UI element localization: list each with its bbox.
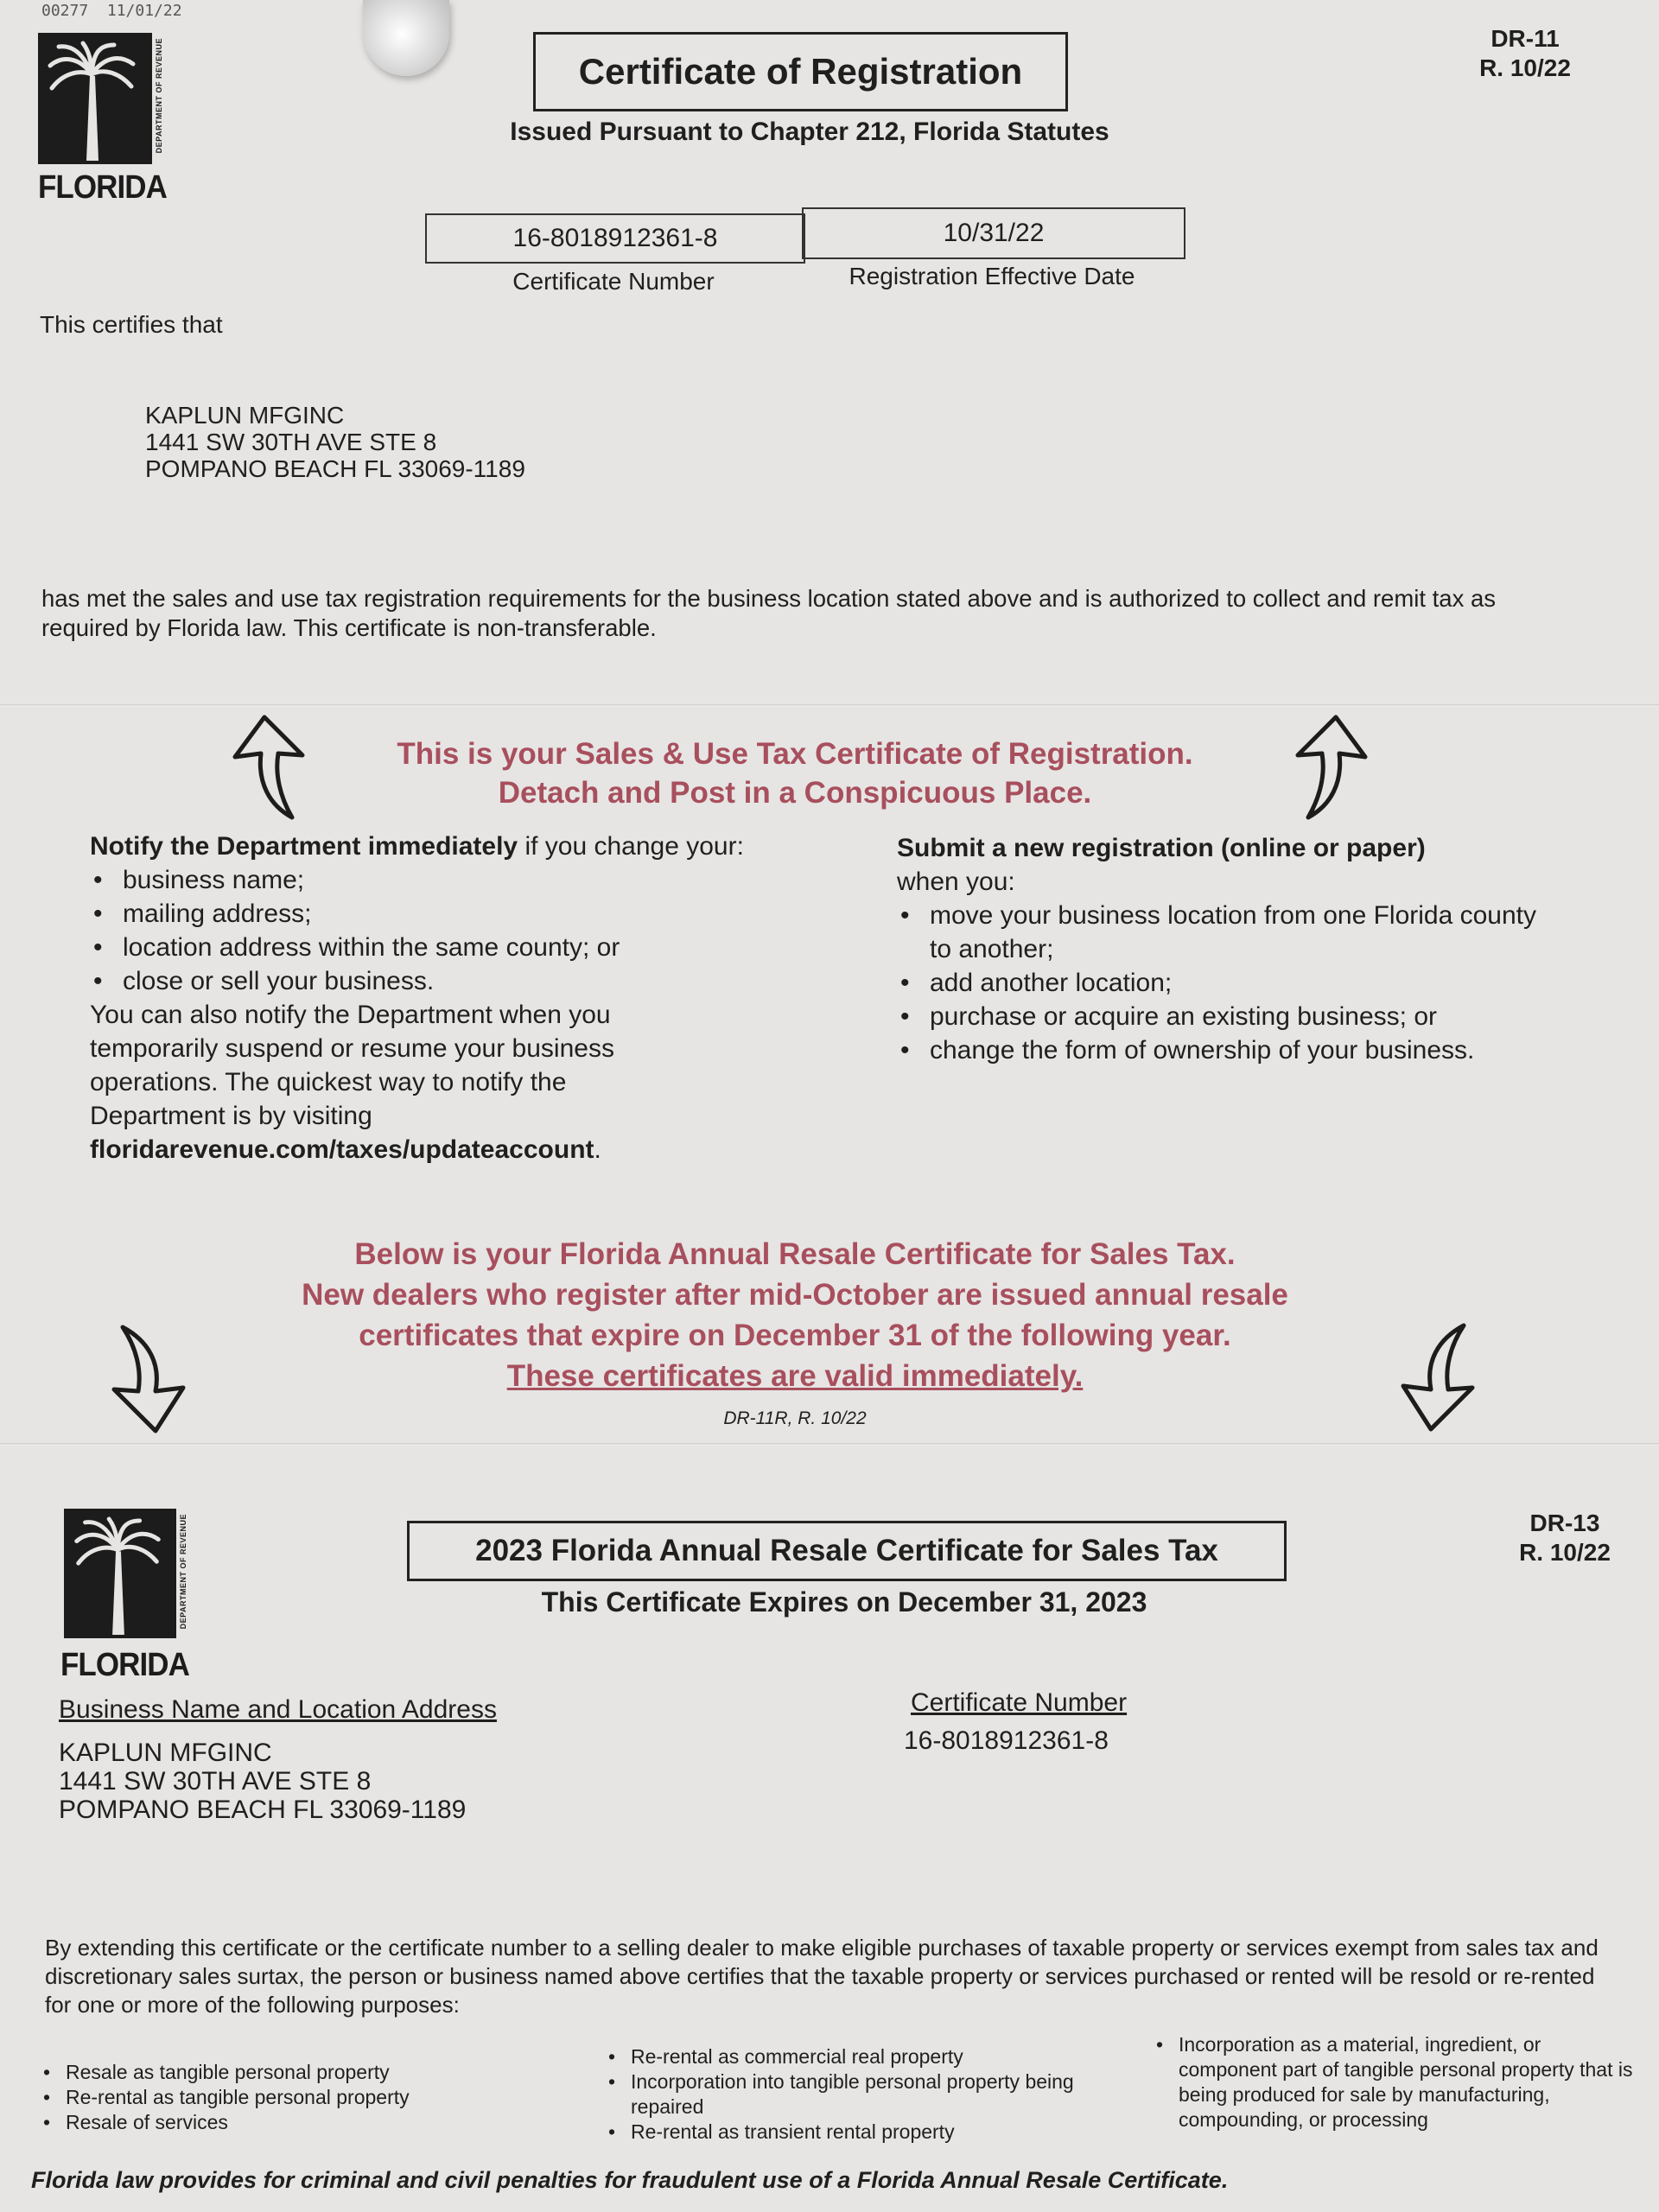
dr11r-form-ref: DR-11R, R. 10/22 — [723, 1408, 867, 1428]
list-item: • Re-rental as tangible personal property — [40, 2085, 575, 2110]
certificate-number-label: Certificate Number — [512, 268, 715, 295]
resale-notice-line2: New dealers who register after mid-October are issued annual resale — [302, 1278, 1288, 1312]
resale-notice-line1: Below is your Florida Annual Resale Certificate for Sales Tax. — [354, 1237, 1236, 1271]
form-revision-text: R. 10/22 — [1519, 1539, 1611, 1566]
business-name-location-label: Business Name and Location Address — [59, 1695, 497, 1724]
update-account-link[interactable]: floridarevenue.com/taxes/updateaccount — [90, 1135, 594, 1164]
notify-heading-rest: if you change your: — [518, 832, 744, 861]
list-item: • location address within the same county; or — [90, 931, 781, 964]
purposes-column-1 — [40, 2060, 575, 2135]
department-of-revenue-label: DEPARTMENT OF REVENUE — [179, 1514, 188, 1630]
statute-subtitle: Issued Pursuant to Chapter 212, Florida Statutes — [510, 118, 1109, 146]
list-item: • purchase or acquire an existing business; or — [897, 1000, 1554, 1033]
stamp-code: 00277 — [41, 2, 89, 20]
arrow-down-right-icon — [1382, 1320, 1476, 1433]
detach-notice-line1: This is your Sales & Use Tax Certificate of Registration. — [397, 737, 1193, 771]
fraud-penalty-notice: Florida law provides for criminal and civil penalties for fraudulent use of a Florida Annual Resale Certificate. — [31, 2167, 1229, 2193]
resale-notice — [207, 1234, 1382, 1396]
link-period: . — [594, 1135, 601, 1164]
florida-logo-text: FLORIDA — [38, 169, 167, 206]
resale-certification-statement: By extending this certificate or the certificate number to a selling dealer to make eligible purchases of taxable property or services exempt from sales tax and discretionary sales surtax, the person or business named above certifies that the taxable property or services purchased or rented will be resold or re-rented for one or more of the following purposes: — [45, 1935, 1599, 2018]
certificate-number-value: 16-8018912361-8 — [512, 224, 718, 252]
list-item: • close or sell your business. — [90, 964, 781, 998]
resale-notice-line3: certificates that expire on December 31 of the following year. — [359, 1319, 1231, 1352]
business-name: KAPLUN MFGINC — [59, 1738, 272, 1767]
form-code-dr11 — [1460, 24, 1590, 83]
notify-list — [90, 863, 781, 998]
florida-dor-logo — [38, 33, 167, 206]
purposes-column-3 — [1153, 2032, 1637, 2133]
submit-list — [897, 899, 1554, 1067]
expiration-subtitle: This Certificate Expires on December 31, 2023 — [541, 1586, 1147, 1618]
arrow-down-left-icon — [111, 1322, 204, 1434]
palm-tree-icon — [71, 1516, 164, 1635]
list-item: • Re-rental as commercial real property — [605, 2044, 1123, 2069]
top-stamp — [41, 2, 182, 20]
city-state-zip: POMPANO BEACH FL 33069-1189 — [59, 1796, 467, 1824]
fold-line — [0, 1443, 1659, 1446]
registration-statement: has met the sales and use tax registration requirements for the business location stated above and is authorized to collect and remit tax as required by Florida law. This certificate is non-transferable. — [41, 585, 1497, 641]
fold-line — [0, 704, 1659, 707]
submit-heading-bold: Submit a new registration (online or paper) — [897, 834, 1426, 862]
form-code-text: DR-11 — [1491, 25, 1560, 52]
effective-date-value: 10/31/22 — [943, 219, 1045, 247]
submit-heading-rest: when you: — [897, 868, 1015, 896]
detach-notice — [311, 734, 1279, 812]
certificate-title — [533, 32, 1068, 111]
list-item: • Re-rental as transient rental property — [605, 2120, 1123, 2145]
effective-date-label: Registration Effective Date — [849, 263, 1135, 289]
street-address: 1441 SW 30TH AVE STE 8 — [145, 429, 437, 455]
stamp-date: 11/01/22 — [106, 2, 182, 20]
list-item: • Incorporation as a material, ingredient, or component part of tangible personal property that is being produced for sale by manufacturing, compounding, or processing — [1153, 2032, 1637, 2133]
list-item: • mailing address; — [90, 897, 781, 931]
florida-dor-logo-resale — [60, 1509, 202, 1683]
notify-heading-bold: Notify the Department immediately — [90, 832, 518, 861]
notify-paragraph: You can also notify the Department when you temporarily suspend or resume your business operations. The quickest way to notify the Department is by visiting — [90, 1001, 614, 1130]
list-item: • business name; — [90, 863, 781, 897]
resale-notice-line4: These certificates are valid immediately. — [506, 1359, 1084, 1393]
resale-address — [59, 1738, 466, 1824]
palm-tree-icon — [45, 40, 138, 161]
list-item: • Incorporation into tangible personal property being repaired — [605, 2069, 1123, 2120]
update-account-line — [90, 1133, 781, 1166]
resale-certificate-title-text: 2023 Florida Annual Resale Certificate for Sales Tax — [475, 1534, 1218, 1567]
notify-section — [90, 830, 781, 1166]
resale-certificate-number-value: 16-8018912361-8 — [904, 1726, 1109, 1755]
form-code-dr13 — [1500, 1509, 1630, 1567]
submit-section — [897, 831, 1554, 1067]
resale-certificate-title — [407, 1521, 1287, 1581]
detach-notice-line2: Detach and Post in a Conspicuous Place. — [498, 776, 1092, 810]
certifies-intro: This certifies that — [40, 311, 223, 338]
certificate-title-text: Certificate of Registration — [578, 51, 1023, 92]
list-item: • change the form of ownership of your business. — [897, 1033, 1554, 1067]
department-of-revenue-label: DEPARTMENT OF REVENUE — [155, 38, 163, 154]
florida-logo-text: FLORIDA — [60, 1647, 189, 1683]
push-pin — [363, 0, 449, 76]
registrant-address — [145, 402, 525, 482]
form-revision-text: R. 10/22 — [1479, 54, 1571, 81]
street-address: 1441 SW 30TH AVE STE 8 — [59, 1767, 372, 1796]
city-state-zip: POMPANO BEACH FL 33069-1189 — [145, 455, 525, 482]
resale-certificate-number-label: Certificate Number — [911, 1688, 1128, 1717]
purposes-column-2 — [605, 2044, 1123, 2145]
list-item: • Resale of services — [40, 2110, 575, 2135]
list-item: • add another location; — [897, 966, 1554, 1000]
certificate-number-cell — [425, 213, 805, 264]
form-code-text: DR-13 — [1529, 1510, 1600, 1536]
list-item: • Resale as tangible personal property — [40, 2060, 575, 2085]
business-name: KAPLUN MFGINC — [145, 402, 345, 429]
notify-heading — [90, 830, 781, 863]
effective-date-cell — [802, 207, 1185, 259]
arrow-up-right-icon — [1293, 714, 1388, 824]
arrow-up-left-icon — [213, 714, 308, 824]
list-item: • move your business location from one Florida county to another; — [897, 899, 1554, 966]
